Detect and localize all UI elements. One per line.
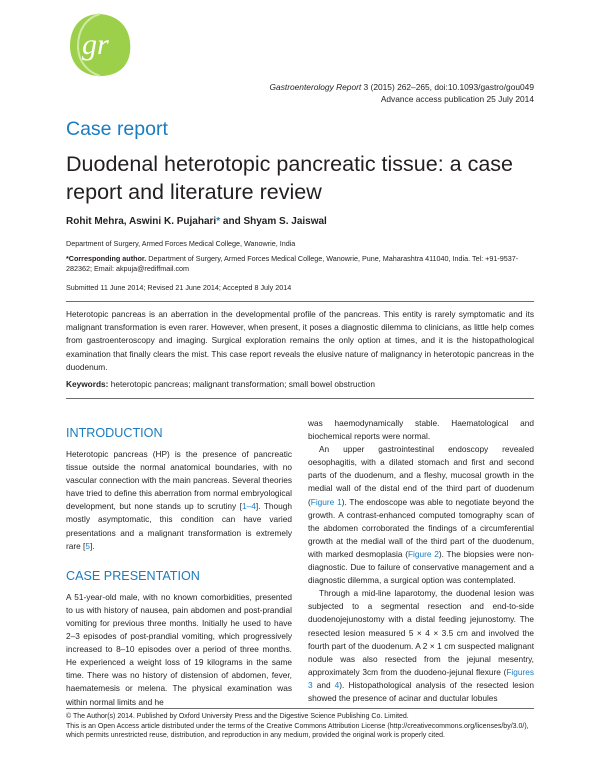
citation-link-5[interactable]: 5 bbox=[85, 540, 90, 551]
author-list bbox=[66, 216, 327, 227]
citation-link-1-4[interactable]: 1–4 bbox=[242, 501, 256, 512]
left-column bbox=[66, 425, 292, 709]
right-paragraph-2: An upper gastrointestinal endoscopy revealed oesophagitis, with a dilated stomach and first and second parts of the duodenum, and a fleshy, mucosal growth in the medial wall of the distal end of the third part of duodenum (Figure 1). The endoscope was able to negotiate beyond the growth. A contrast-enhanced computed tomography scan of the abdomen corroborated the findings of a circumferential growth at the medial wall of the third part of the duodenum, with marked desmoplasia (Figure 2). The biopsies were non-diagnostic. Due to failure of conservative management and a diagnostic dilemma, a surgical option was contemplated. bbox=[308, 444, 535, 586]
copyright-line: © The Author(s) 2014. Published by Oxford University Press and the Digestive Science Publishing Co. Limited. bbox=[66, 713, 409, 720]
logo-leaf-icon bbox=[66, 12, 134, 78]
journal-logo bbox=[66, 12, 134, 78]
keywords-text: heterotopic pancreas; malignant transformation; small bowel obstruction bbox=[108, 379, 375, 389]
section-heading-case-presentation: CASE PRESENTATION bbox=[66, 568, 200, 583]
submission-dates: Submitted 11 June 2014; Revised 21 June 2014; Accepted 8 July 2014 bbox=[66, 283, 292, 292]
license-footer bbox=[66, 712, 534, 741]
authors-rest: and Shyam S. Jaiswal bbox=[220, 216, 327, 227]
article-title: Duodenal heterotopic pancreatic tissue: a case report and literature review bbox=[66, 152, 513, 204]
introduction-paragraph: Heterotopic pancreas (HP) is the presence of pancreatic tissue outside the normal anatomical boundaries, with no vascular connection with the main pancreas. Several theories have tried to define this aberration from normal embryological development, but none stands up to scrutiny [1–4]. Though mostly asymptomatic, this condition can have varied presentations and a malignant transformation is extremely rare [5]. bbox=[66, 449, 292, 551]
divider-bottom bbox=[66, 398, 534, 399]
right-paragraph-1: was haemodynamically stable. Haematological and biochemical reports were normal. bbox=[308, 418, 534, 442]
advance-access: Advance access publication 25 July 2014 bbox=[380, 93, 534, 104]
logo-text: gr bbox=[82, 28, 109, 61]
footer-divider bbox=[66, 708, 534, 709]
figure-link-2[interactable]: Figure 2 bbox=[407, 548, 439, 559]
right-column bbox=[308, 417, 534, 705]
license-line: This is an Open Access article distributed under the terms of the Creative Commons Attribution License (http://creativecommons.org/licenses/by/3.0/), which permits unrestricted reuse, distribution, and reproduction in any medium, provided the original work is properly cited. bbox=[66, 722, 529, 740]
journal-reference bbox=[270, 82, 534, 105]
article-type: Case report bbox=[66, 118, 168, 140]
authors-primary: Rohit Mehra, Aswini K. Pujahari bbox=[66, 216, 217, 227]
keywords bbox=[66, 379, 534, 389]
corresponding-author bbox=[66, 254, 536, 274]
journal-name: Gastroenterology Report bbox=[269, 82, 362, 92]
corresponding-details: Department of Surgery, Armed Forces Medical College, Wanowrie, Pune, Maharashtra 411040, India. Tel: +91-9537-282362; Email: akpuja@rediffmail.com bbox=[66, 254, 519, 273]
divider-top bbox=[66, 301, 534, 302]
abstract: Heterotopic pancreas is an aberration in the developmental profile of the pancreas. This entity is rarely symptomatic and its malignant transformation is even rarer. However, when present, it poses a diagnostic dilemma to clinicians, as little help comes from gastroenteroscopy and imaging. Surgical exploration remains the only option at times, and it is the histopathological examination that finally clears the mist. This case report reveals the elusive nature of malignancy in heterotopic pancreas in the duodenum. bbox=[66, 309, 534, 372]
figure-link-1[interactable]: Figure 1 bbox=[310, 496, 342, 507]
right-paragraph-3: Through a mid-line laparotomy, the duodenal lesion was subjected to a segmental resection and end-to-side duodenojejunostomy with a distal feeding jejunostomy. The resected lesion measured 5 × 4 × 3.5 cm and involved the fourth part of the duodenum. A 2 × 1 cm suspected malignant nodule was also resected from the jejunal mesentry, approximately 3cm from the duodeno-jejunal flexure (Figures 3 and 4). Histopathological analysis of the resected lesion showed the presence of acinar and ductular lobules bbox=[308, 588, 534, 703]
figure-link-4[interactable]: 4 bbox=[334, 679, 340, 690]
corresponding-mark: * bbox=[216, 216, 221, 227]
corresponding-label: *Corresponding author. bbox=[66, 254, 147, 263]
case-paragraph: A 51-year-old male, with no known comorbidities, presented to us with history of nausea, pain abdomen and post-prandial vomiting for previous three months. Initially he used to have 2–3 episodes of post-prandial vomiting, which progressively increased to 8–10 episodes over a period of three months. He experienced a weight loss of 19 kilograms in the same time. There was no history of distension of abdomen, fever, haematemesis or melena. The physical examination was within normal limits and he bbox=[66, 591, 292, 707]
affiliation: Department of Surgery, Armed Forces Medical College, Wanowrie, India bbox=[66, 239, 296, 248]
citation: 3 (2015) 262–265, doi:10.1093/gastro/gou049 bbox=[361, 82, 534, 92]
section-heading-introduction: INTRODUCTION bbox=[66, 426, 163, 440]
keywords-label: Keywords: bbox=[66, 379, 109, 389]
figure-link-3[interactable]: Figures 3 bbox=[308, 666, 534, 690]
